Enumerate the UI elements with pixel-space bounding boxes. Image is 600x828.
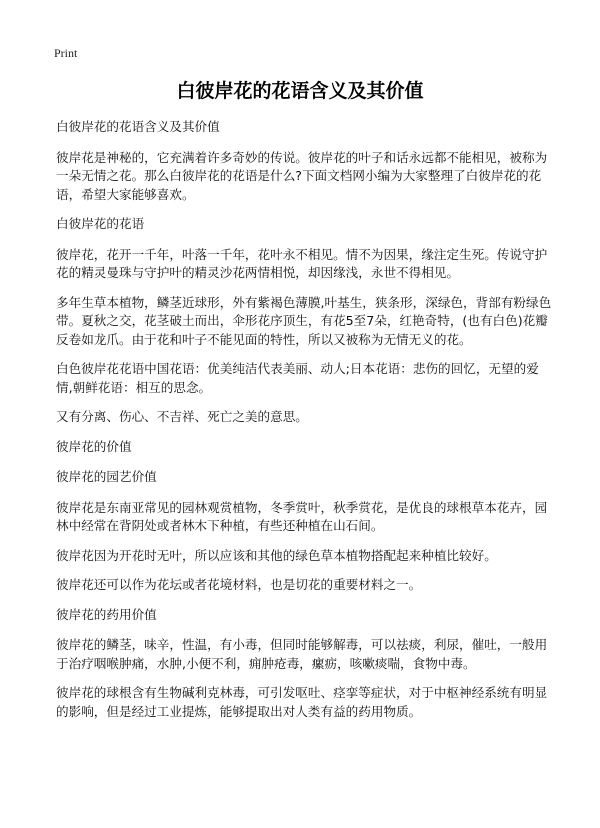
article-body	[56, 118, 554, 732]
section-heading: 白彼岸花的花语含义及其价值	[56, 119, 220, 134]
section-heading: 彼岸花的价值	[56, 438, 132, 454]
section-heading: 彼岸花的园艺价值	[56, 469, 157, 484]
paragraph: 多年生草本植物，鳞茎近球形，外有紫褐色薄膜,叶基生，狭条形，深绿色，背部有粉绿色带。夏秋之交，花茎破土而出，伞形花序顶生，有花5至7朵，红艳奇特，(也有白色)花瓣反卷如龙爪。由于花和叶子不能见面的特性，所以又被称为无情无义的花。	[56, 294, 552, 347]
paragraph: 又有分离、伤心、不吉祥、死亡之美的意思。	[56, 409, 308, 424]
section-heading: 彼岸花的药用价值	[56, 606, 157, 622]
section-heading: 白彼岸花的花语	[56, 216, 145, 231]
paragraph: 彼岸花是神秘的，它充满着许多奇妙的传说。彼岸花的叶子和话永远都不能相见，被称为一朵无情之花。那么白彼岸花的花语是什么?下面文档网小编为大家整理了白彼岸花的花语，希望大家能够喜欢。	[56, 149, 548, 202]
page-title: 白彼岸花的花语含义及其价值	[176, 80, 424, 102]
paragraph: 彼岸花因为开花时无叶，所以应该和其他的绿色草本植物搭配起来种植比较好。	[56, 547, 497, 563]
paragraph: 彼岸花，花开一千年，叶落一千年，花叶永不相见。情不为因果，缘注定生死。传说守护花的精灵曼珠与守护叶的精灵沙花两情相悦，却因缘浅，永世不得相见。	[56, 246, 548, 280]
print-link[interactable]: Print	[54, 46, 78, 60]
paragraph: 彼岸花的鳞茎，味辛，性温，有小毒，但同时能够解毒，可以祛痰，利尿，催吐，一般用于治疗咽喉肿痛，水肿,小便不利，痈肿疮毒，瘰疬，咳嗽痰喘，食物中毒。	[56, 637, 548, 671]
paragraph: 彼岸花的球根含有生物碱利克林毒，可引发呕吐、痉挛等症状，对于中枢神经系统有明显的影响，但是经过工业提炼，能够提取出对人类有益的药用物质。	[56, 685, 548, 719]
paragraph: 彼岸花还可以作为花坛或者花境材料，也是切花的重要材料之一。	[56, 577, 422, 592]
paragraph: 彼岸花是东南亚常见的园林观赏植物，冬季赏叶，秋季赏花，是优良的球根草本花卉，园林中经常在背阴处或者林木下种植，有些还种植在山石间。	[56, 499, 548, 533]
paragraph: 白色彼岸花花语中国花语：优美纯洁代表美丽、动人;日本花语：悲伤的回忆，无望的爱情,朝鲜花语：相互的思念。	[56, 361, 539, 395]
